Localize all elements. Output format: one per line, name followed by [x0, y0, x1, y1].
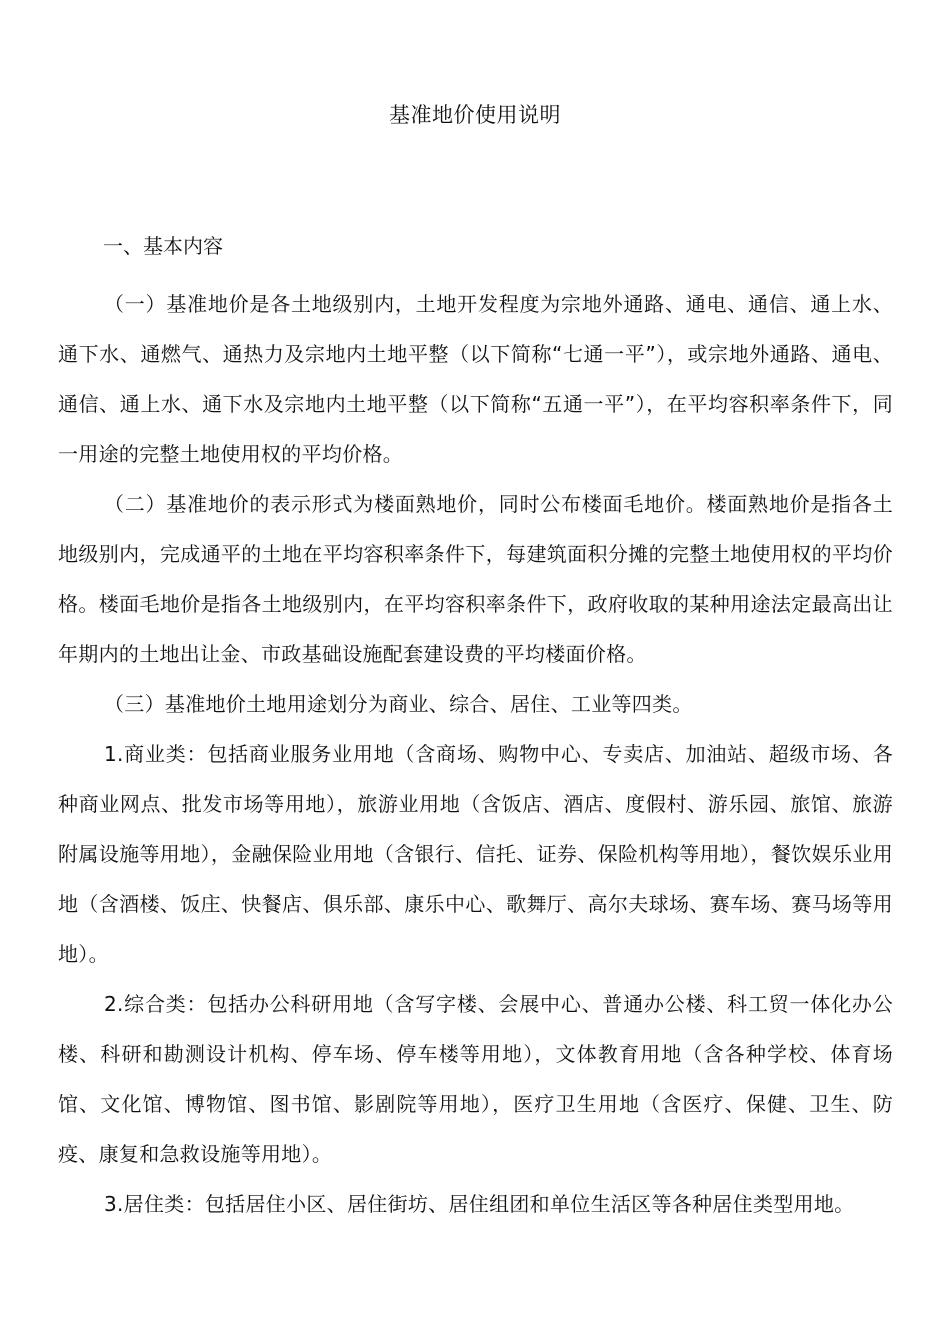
paragraph-2: （二）基准地价的表示形式为楼面熟地价，同时公布楼面毛地价。楼面熟地价是指各土地级别内，完成通平的土地在平均容积率条件下，每建筑面积分摊的完整土地使用权的平均价格。楼面毛地价是指各土地级别内，在平均容积率条件下，政府收取的某种用途法定最高出让年期内的土地出让金、市政基础设施配套建设费的平均楼面价格。 [58, 492, 893, 666]
paragraph-1: （一）基准地价是各土地级别内，土地开发程度为宗地外通路、通电、通信、通上水、通下水、通燃气、通热力及宗地内土地平整（以下简称“七通一平”），或宗地外通路、通电、通信、通上水、通下水及宗地内土地平整（以下简称“五通一平”），在平均容积率条件下，同一用途的完整土地使用权的平均价格。 [58, 292, 893, 466]
paragraph-3: （三）基准地价土地用途划分为商业、综合、居住、工业等四类。 [104, 692, 693, 716]
section-heading-basic-content: 一、基本内容 [103, 234, 223, 258]
paragraph-commercial: 1.商业类：包括商业服务业用地（含商场、购物中心、专卖店、加油站、超级市场、各种商业网点、批发市场等用地），旅游业用地（含饭店、酒店、度假村、游乐园、旅馆、旅游附属设施等用地），金融保险业用地（含银行、信托、证券、保险机构等用地），餐饮娱乐业用地（含酒楼、饭庄、快餐店、俱乐部、康乐中心、歌舞厅、高尔夫球场、赛车场、赛马场等用地）。 [58, 742, 893, 966]
paragraph-comprehensive: 2.综合类：包括办公科研用地（含写字楼、会展中心、普通办公楼、科工贸一体化办公楼、科研和勘测设计机构、停车场、停车楼等用地），文体教育用地（含各种学校、体育场馆、文化馆、博物馆、图书馆、影剧院等用地），医疗卫生用地（含医疗、保健、卫生、防疫、康复和急救设施等用地）。 [58, 992, 893, 1166]
document-title: 基准地价使用说明 [389, 103, 561, 127]
paragraph-residential: 3.居住类：包括居住小区、居住街坊、居住组团和单位生活区等各种居住类型用地。 [104, 1192, 855, 1216]
document-body [58, 229, 893, 1229]
